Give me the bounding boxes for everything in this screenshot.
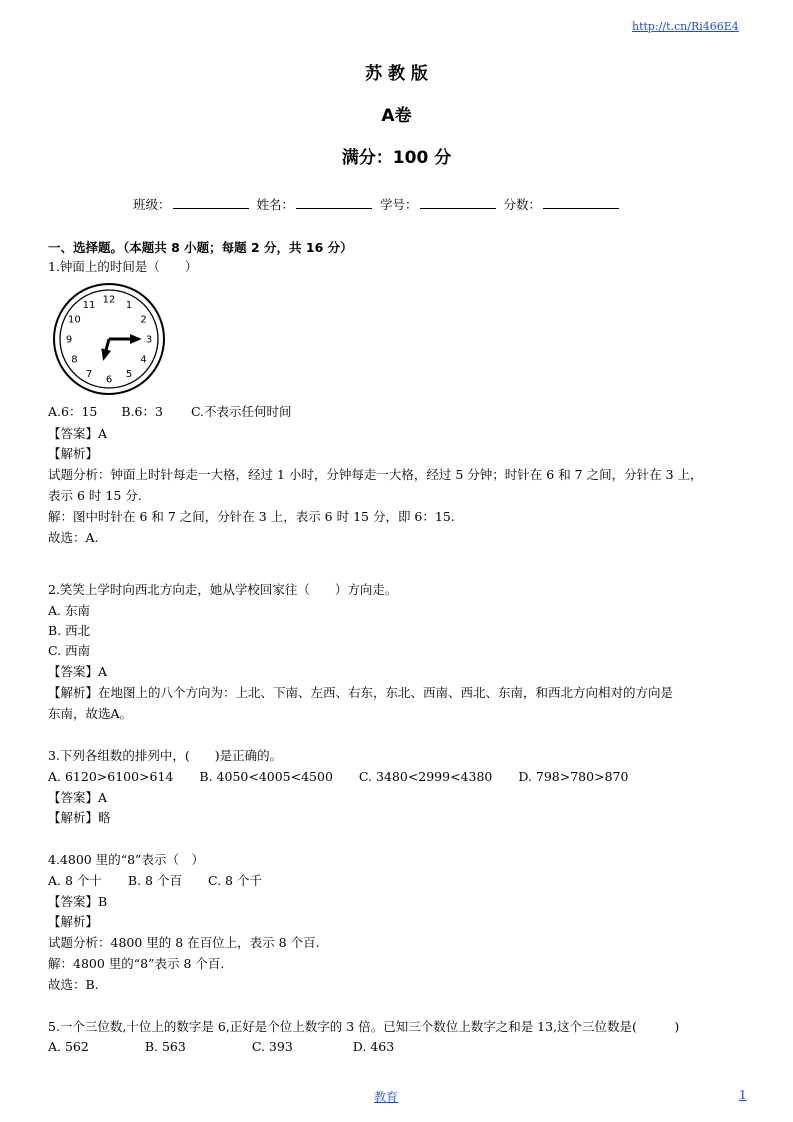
- id-blank[interactable]: [420, 196, 496, 209]
- q3-analysis: 【解析】略: [48, 810, 111, 825]
- footer-link[interactable]: 教育: [374, 1090, 399, 1104]
- student-info-line: [133, 196, 623, 213]
- clock-number-12: 12: [102, 294, 116, 306]
- q4-solution: 解：4800 里的“8”表示 8 个百.: [48, 956, 225, 971]
- q4-option-a[interactable]: A. 8 个十: [48, 873, 102, 888]
- q1-analysis-line2: 表示 6 时 15 分.: [48, 488, 142, 503]
- q1-option-a[interactable]: A.6：15: [48, 404, 98, 419]
- class-blank[interactable]: [173, 196, 249, 209]
- clock-number-6: 6: [105, 374, 113, 386]
- score-blank[interactable]: [543, 196, 619, 209]
- page-number: 1: [739, 1088, 747, 1102]
- q3-option-a[interactable]: A. 6120>6100>614: [48, 769, 174, 784]
- q1-option-b[interactable]: B.6：3: [121, 404, 163, 419]
- section-heading: 一、选择题。（本题共 8 小题；每题 2 分，共 16 分）: [48, 240, 353, 255]
- q4-answer: 【答案】B: [48, 894, 108, 909]
- clock-number-3: 3: [145, 334, 153, 346]
- q2-option-b[interactable]: B. 西北: [48, 623, 91, 638]
- q5-option-b[interactable]: B. 563: [144, 1039, 186, 1054]
- name-blank[interactable]: [296, 196, 372, 209]
- clock-number-1: 1: [125, 299, 133, 311]
- q2-stem: 2.笑笑上学时向西北方向走，她从学校回家往（ ）方向走。: [48, 582, 398, 597]
- clock-number-10: 10: [68, 314, 81, 326]
- q4-analysis-label: 【解析】: [48, 914, 99, 929]
- q1-options: [48, 404, 292, 420]
- q2-analysis-line2: 东南，故选A。: [48, 706, 133, 721]
- q1-solution: 解：图中时针在 6 和 7 之间，分针在 3 上，表示 6 时 15 分，即 6：15.: [48, 509, 455, 524]
- q3-option-c[interactable]: C. 3480<2999<4380: [358, 769, 493, 784]
- q2-answer: 【答案】A: [48, 664, 108, 679]
- q4-choose: 故选：B.: [48, 977, 99, 992]
- q1-option-c[interactable]: C.不表示任何时间: [190, 404, 292, 419]
- clock-number-9: 9: [65, 334, 73, 346]
- q5-options: [48, 1039, 394, 1055]
- paper-title: A卷: [381, 106, 412, 126]
- q3-option-b[interactable]: B. 4050<4005<4500: [199, 769, 333, 784]
- publisher-title: 苏 教 版: [365, 64, 428, 84]
- q5-option-a[interactable]: A. 562: [48, 1039, 89, 1054]
- q1-analysis-line1: 试题分析：钟面上时针每走一大格，经过 1 小时，分钟每走一大格，经过 5 分钟；时针在 6 和 7 之间，分针在 3 上，: [48, 467, 703, 482]
- clock-icon: [50, 282, 168, 396]
- class-label: 班级：: [133, 197, 171, 212]
- q5-option-c[interactable]: C. 393: [251, 1039, 293, 1054]
- q3-options: [48, 769, 628, 785]
- clock-number-11: 11: [82, 299, 96, 311]
- q4-analysis: 试题分析：4800 里的 8 在百位上，表示 8 个百.: [48, 935, 320, 950]
- q4-options: [48, 873, 262, 889]
- clock-number-4: 4: [140, 354, 147, 366]
- q3-option-d[interactable]: D. 798>780>870: [518, 769, 629, 784]
- q5-stem: 5.一个三位数,十位上的数字是 6,正好是个位上数字的 3 倍。已知三个数位上数字之和是 13,这个三位数是( ): [48, 1019, 680, 1034]
- clock-number-2: 2: [140, 314, 147, 326]
- score-label: 分数：: [503, 197, 542, 212]
- header-link[interactable]: http://t.cn/Ri466E4: [632, 20, 739, 33]
- q1-choose: 故选：A.: [48, 530, 99, 545]
- name-label: 姓名：: [256, 197, 295, 212]
- q3-answer: 【答案】A: [48, 790, 108, 805]
- q4-option-b[interactable]: B. 8 个百: [127, 873, 182, 888]
- clock-number-8: 8: [71, 354, 78, 366]
- q5-option-d[interactable]: D. 463: [352, 1039, 395, 1054]
- q2-option-c[interactable]: C. 西南: [48, 643, 91, 658]
- q4-option-c[interactable]: C. 8 个千: [207, 873, 262, 888]
- clock-number-5: 5: [125, 369, 133, 381]
- q1-answer: 【答案】A: [48, 426, 108, 441]
- score-title: 满分：100 分: [341, 148, 452, 168]
- q4-stem: 4.4800 里的“8”表示（ ）: [48, 852, 204, 867]
- q2-option-a[interactable]: A. 东南: [48, 603, 90, 618]
- q1-stem: 1.钟面上的时间是（ ）: [48, 259, 198, 274]
- clock-number-7: 7: [85, 369, 93, 381]
- q3-stem: 3.下列各组数的排列中，( )是正确的。: [48, 748, 283, 763]
- q2-analysis-line1: 【解析】在地图上的八个方向为：上北、下南、左西、右东，东北、西南、西北、东南，和西北方向相对的方向是: [48, 685, 674, 700]
- q1-analysis-label: 【解析】: [48, 446, 99, 461]
- id-label: 学号：: [380, 197, 418, 212]
